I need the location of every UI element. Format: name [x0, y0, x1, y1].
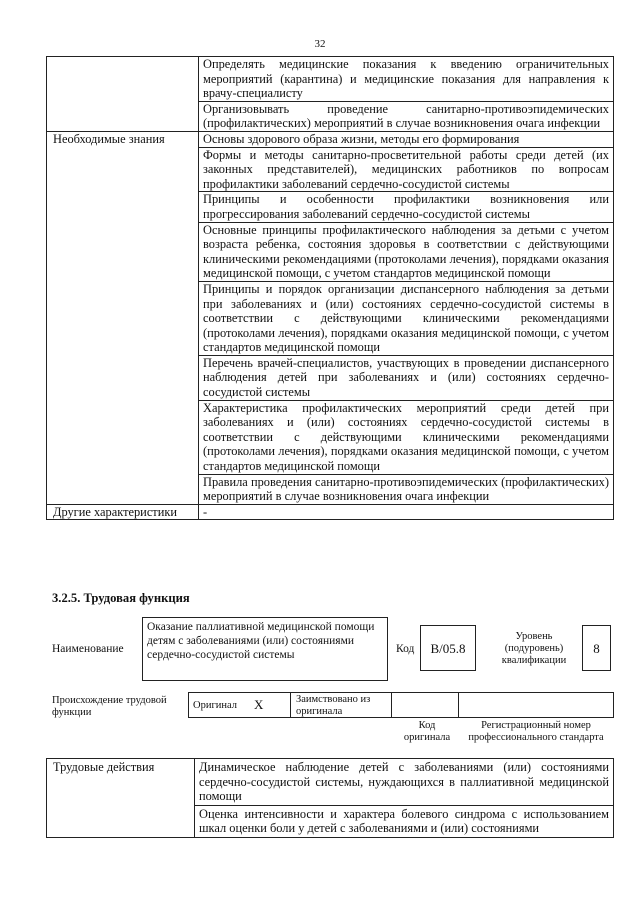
original-label: Оригинал — [193, 700, 237, 711]
table-row — [47, 131, 614, 147]
level-box — [582, 625, 611, 671]
origin-box — [188, 692, 614, 718]
origin-divider-2 — [391, 692, 392, 718]
row-text: Организовывать проведение санитарно-противоэпидемических (профилактических) мероприятий в случае возникновения очага инфекции — [199, 101, 614, 131]
table-row — [47, 101, 614, 131]
row-label — [47, 147, 199, 192]
knowledge-table — [46, 56, 614, 520]
table-row — [47, 281, 614, 355]
row-text: Формы и методы санитарно-просветительной работы среди детей (их законных представителей), медицинских работников по вопросам профилактики заболеваний сердечно-сосудистой системы — [199, 147, 614, 192]
table-row — [47, 355, 614, 400]
row-label — [47, 101, 199, 131]
table-row — [47, 57, 614, 102]
table-row — [47, 504, 614, 520]
table-row — [47, 759, 614, 806]
reg-number-label: Регистрационный номер профессионального стандарта — [468, 720, 604, 743]
row-label — [47, 474, 199, 504]
code-value: B/05.8 — [430, 641, 466, 656]
table-row — [47, 192, 614, 222]
code-original-label: Код оригинала — [403, 720, 451, 743]
row-label: Необходимые знания — [47, 131, 199, 147]
level-label: Уровень (подуровень) квалификации — [501, 631, 567, 666]
row-label — [47, 281, 199, 355]
row-label — [47, 57, 199, 102]
labor-action-text: Динамическое наблюдение детей с заболеваниями (или) состояниями сердечно-сосудистой системы, нуждающихся в паллиативной медицинской помощи — [195, 759, 614, 806]
code-label: Код — [396, 643, 415, 655]
function-name: Оказание паллиативной медицинской помощи детям с заболеваниями (или) состояниями сердечно-сосудистой системы — [147, 621, 375, 661]
labor-actions-table — [46, 758, 614, 838]
origin-divider-1 — [290, 692, 291, 718]
row-text: Принципы и особенности профилактики возникновения или прогрессирования заболеваний сердечно-сосудистой системы — [199, 192, 614, 222]
row-label — [47, 192, 199, 222]
table-row — [47, 400, 614, 474]
labor-action-text: Оценка интенсивности и характера болевого синдрома с использованием шкал оценки боли у детей с заболеваниями и (или) состояниями — [195, 805, 614, 837]
row-label — [47, 222, 199, 281]
section-heading: 3.2.5. Трудовая функция — [52, 591, 190, 605]
original-mark: X — [254, 697, 264, 712]
borrowed-label: Заимствовано из оригинала — [296, 694, 371, 717]
labor-actions-label: Трудовые действия — [47, 759, 195, 838]
row-text: - — [199, 504, 614, 520]
row-label — [47, 355, 199, 400]
table-row — [47, 147, 614, 192]
row-label: Другие характеристики — [47, 504, 199, 520]
row-text: Характеристика профилактических мероприятий среди детей при заболеваниях и (или) состояниях сердечно-сосудистой системы в соответствии с действующими клиническими рекомендациями (протоколами лечения), порядками оказания медицинской помощи, с учетом стандартов медицинской помощи — [199, 400, 614, 474]
code-box — [420, 625, 476, 671]
row-text: Основные принципы профилактического наблюдения за детьми с учетом возраста ребенка, состояния здоровья в соответствии с действующими клиническими рекомендациями (протоколами лечения), порядками оказания медицинской помощи, с учетом стандартов медицинской помощи — [199, 222, 614, 281]
table-row — [47, 474, 614, 504]
level-value: 8 — [593, 641, 600, 656]
row-text: Основы здорового образа жизни, методы его формирования — [199, 131, 614, 147]
origin-label: Происхождение трудовой функции — [52, 695, 167, 718]
table-row — [47, 222, 614, 281]
row-label — [47, 400, 199, 474]
function-name-box — [142, 617, 388, 681]
row-text: Правила проведения санитарно-противоэпидемических (профилактических) мероприятий в случае возникновения очага инфекции — [199, 474, 614, 504]
row-text: Определять медицинские показания к введению ограничительных мероприятий (карантина) и медицинские показания для направления к врачу-специалисту — [199, 57, 614, 102]
row-text: Перечень врачей-специалистов, участвующих в проведении диспансерного наблюдения детей при заболеваниях и (или) состояниях сердечно-сосудистой системы — [199, 355, 614, 400]
row-text: Принципы и порядок организации диспансерного наблюдения за детьми при заболеваниях и (или) состояниях сердечно-сосудистой системы в соответствии с действующими клиническими рекомендациями (протоколами лечения), порядками оказания медицинской помощи, с учетом стандартов медицинской помощи — [199, 281, 614, 355]
name-label: Наименование — [52, 643, 124, 655]
origin-divider-3 — [458, 692, 459, 718]
page-number: 32 — [314, 38, 326, 50]
